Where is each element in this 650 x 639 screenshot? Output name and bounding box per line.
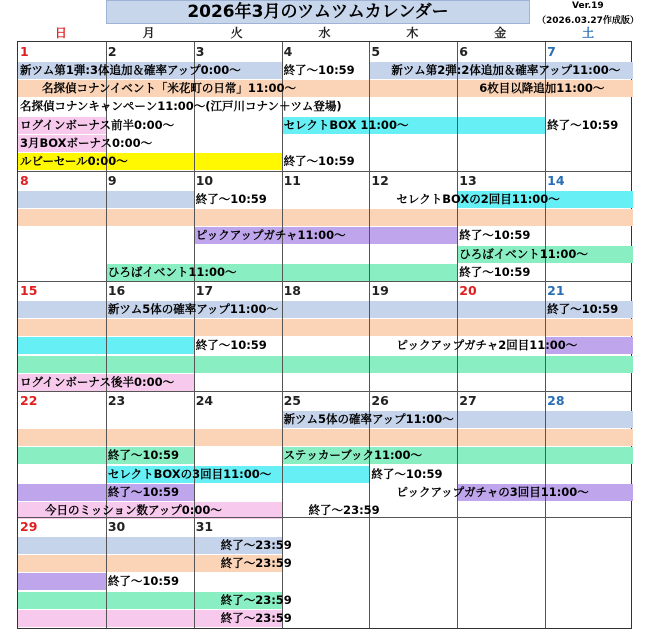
event-label: 終了～23:59 bbox=[220, 592, 292, 607]
event-label: ひろばイベント11:00～ bbox=[459, 246, 588, 261]
day-number: 4 bbox=[283, 44, 293, 59]
day-number: 3 bbox=[195, 44, 205, 59]
event-bar bbox=[18, 429, 633, 446]
event-label: ステッカーブック11:00～ bbox=[283, 448, 423, 463]
day-number: 26 bbox=[371, 393, 389, 408]
weekday-3: 水 bbox=[318, 26, 331, 40]
event-label: セレクトBOXの3回目11:00～ bbox=[107, 466, 272, 481]
day-number: 6 bbox=[459, 44, 468, 59]
weekday-0: 日 bbox=[54, 26, 67, 40]
event-label: 終了～10:59 bbox=[195, 192, 267, 206]
event-label: 新ツム第2弾:2体追加＆確率アップ11:00～ bbox=[391, 63, 621, 77]
event-label: ログインボーナス前半0:00～ bbox=[20, 117, 175, 132]
day-number: 12 bbox=[371, 173, 389, 188]
version-label: Ver.19 bbox=[572, 1, 604, 11]
event-label: ルビーセール0:00～ bbox=[20, 154, 128, 168]
weekday-5: 金 bbox=[494, 26, 507, 40]
day-number: 28 bbox=[547, 393, 565, 408]
event-label: 3月BOXボーナス0:00～ bbox=[20, 135, 153, 150]
event-label: 終了～10:59 bbox=[283, 154, 355, 168]
day-number: 10 bbox=[195, 173, 214, 188]
weekday-4: 木 bbox=[406, 26, 419, 40]
event-label: 終了～10:59 bbox=[547, 302, 619, 316]
event-bar bbox=[18, 319, 633, 336]
event-label: 終了～10:59 bbox=[107, 484, 179, 499]
day-number: 31 bbox=[195, 519, 214, 534]
day-number: 21 bbox=[547, 283, 565, 298]
event-bar bbox=[18, 573, 106, 590]
event-label: ピックアップガチャの3回目11:00～ bbox=[396, 484, 589, 499]
weekday-2: 火 bbox=[230, 26, 243, 40]
event-label: ひろばイベント11:00～ bbox=[107, 264, 237, 279]
event-label: 名探偵コナンキャンペーン11:00～(江戸川コナン＋ツム登場) bbox=[20, 99, 342, 114]
event-label: 今日のミッション数アップ0:00～ bbox=[45, 503, 222, 517]
event-label: セレクトBOX 11:00～ bbox=[283, 117, 409, 132]
day-number: 17 bbox=[195, 283, 214, 298]
day-number: 24 bbox=[195, 393, 214, 408]
event-bar bbox=[18, 356, 633, 373]
event-label: 終了～10:59 bbox=[195, 338, 267, 353]
day-number: 20 bbox=[459, 283, 477, 298]
event-label: 終了～23:59 bbox=[220, 610, 292, 625]
event-label: 終了～10:59 bbox=[107, 448, 179, 463]
event-label: 新ツム5体の確率アップ11:00～ bbox=[107, 302, 279, 316]
day-number: 22 bbox=[20, 393, 38, 408]
day-number: 9 bbox=[107, 173, 117, 188]
event-label: ピックアップガチャ2回目11:00～ bbox=[396, 338, 578, 353]
week-divider bbox=[18, 281, 631, 282]
event-label: 6枚目以降追加11:00～ bbox=[479, 81, 605, 96]
day-number: 8 bbox=[20, 173, 29, 188]
weekday-header bbox=[17, 25, 632, 41]
event-label: 終了～10:59 bbox=[107, 574, 179, 589]
event-label: 新ツム5体の確率アップ11:00～ bbox=[283, 412, 454, 426]
day-number: 27 bbox=[459, 393, 477, 408]
day-number: 15 bbox=[20, 283, 38, 298]
column-divider bbox=[194, 42, 195, 628]
day-number: 18 bbox=[283, 283, 301, 298]
day-number: 11 bbox=[283, 173, 301, 188]
day-number: 23 bbox=[107, 393, 126, 408]
week-divider bbox=[18, 171, 631, 172]
day-number: 1 bbox=[20, 44, 29, 59]
day-number: 29 bbox=[20, 519, 38, 534]
event-label: 終了～23:59 bbox=[308, 503, 380, 517]
event-label: 終了～23:59 bbox=[220, 538, 292, 552]
day-number: 19 bbox=[371, 283, 389, 298]
day-number: 16 bbox=[107, 283, 126, 298]
column-divider bbox=[545, 42, 546, 628]
calendar-grid bbox=[17, 41, 632, 629]
event-label: 終了～10:59 bbox=[459, 228, 531, 243]
event-label: 終了～10:59 bbox=[547, 117, 619, 132]
created-date-label: （2026.03.27作成版） bbox=[537, 16, 639, 26]
event-label: 終了～10:59 bbox=[459, 264, 531, 279]
column-divider bbox=[457, 42, 458, 628]
day-number: 25 bbox=[283, 393, 301, 408]
event-label: 終了～10:59 bbox=[371, 466, 443, 481]
day-number: 30 bbox=[107, 519, 126, 534]
event-label: 新ツム第1弾:3体追加＆確率アップ0:00～ bbox=[20, 63, 241, 77]
day-number: 2 bbox=[107, 44, 117, 59]
event-bar bbox=[18, 209, 633, 226]
event-label: 終了～23:59 bbox=[220, 556, 292, 571]
event-label: ピックアップガチャ11:00～ bbox=[195, 228, 346, 243]
weekday-6: 土 bbox=[582, 26, 595, 40]
event-label: ログインボーナス後半0:00～ bbox=[20, 374, 175, 389]
calendar-title: 2026年3月のツムツムカレンダー bbox=[106, 0, 530, 24]
day-number: 5 bbox=[371, 44, 381, 59]
day-number: 13 bbox=[459, 173, 477, 188]
event-label: 名探偵コナンイベント「米花町の日常」11:00～ bbox=[42, 81, 296, 96]
event-label: 終了～10:59 bbox=[283, 63, 355, 77]
weekday-1: 月 bbox=[142, 26, 155, 40]
day-number: 14 bbox=[547, 173, 565, 188]
week-divider bbox=[18, 391, 631, 392]
day-number: 7 bbox=[547, 44, 556, 59]
event-label: セレクトBOXの2回目11:00～ bbox=[396, 192, 560, 206]
